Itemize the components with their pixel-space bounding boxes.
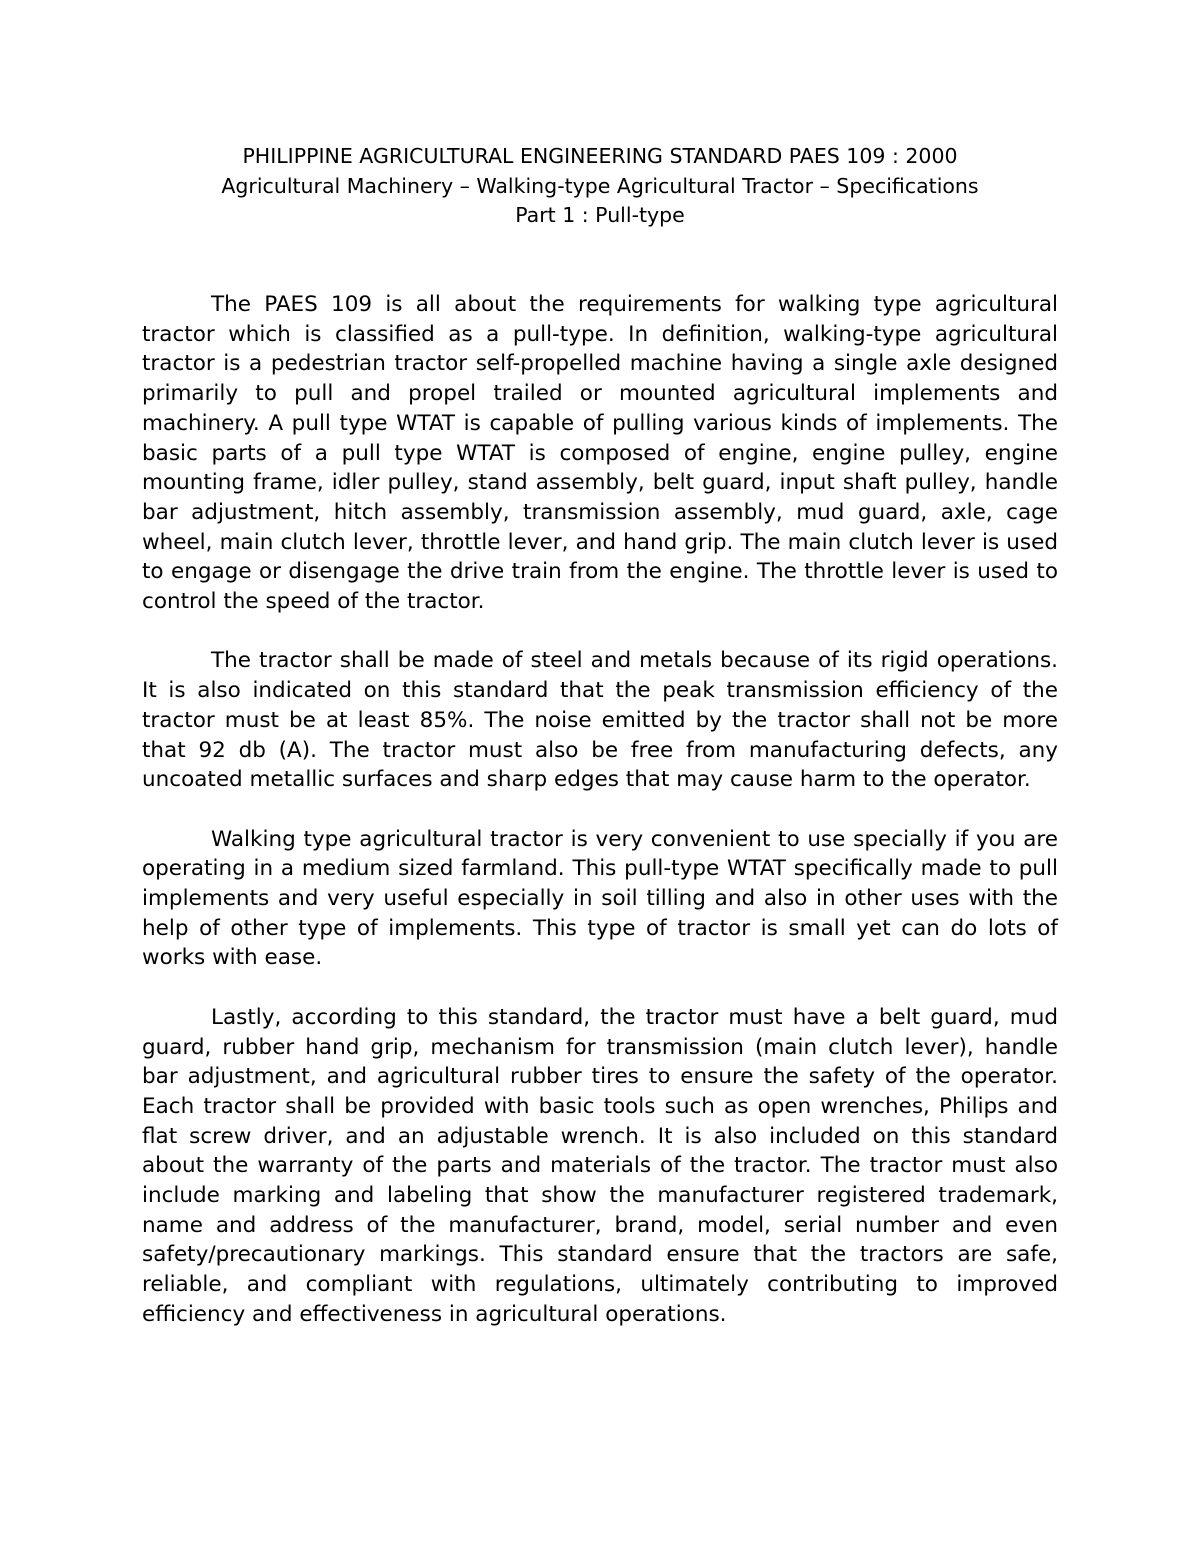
paragraph-definition: The PAES 109 is all about the requirements for walking type agricultural tractor which is classified as a pull-type. In definition, walking-type agricultural tractor is a pedestrian tractor self-propelled machine having a single axle designed primarily to pull and propel trailed or mounted agricultural implements and machinery. A pull type WTAT is capable of pulling various kinds of implements. The basic parts of a pull type WTAT is composed of engine, engine pulley, engine mounting frame, idler pulley, stand assembly, belt guard, input shaft pulley, handle bar adjustment, hitch assembly, transmission assembly, mud guard, axle, cage wheel, main clutch lever, throttle lever, and hand grip. The main clutch lever is used to engage or disengage the drive train from the engine. The throttle lever is used to control the speed of the tractor. bbox=[142, 292, 1058, 615]
title-line-standard: PHILIPPINE AGRICULTURAL ENGINEERING STANDARD PAES 109 : 2000 bbox=[242, 144, 958, 168]
paragraph-convenience: Walking type agricultural tractor is very convenient to use specially if you are operating in a medium sized farmland. This pull-type WTAT specifically made to pull implements and very useful especially in soil tilling and also in other uses with the help of other type of implements. This type of tractor is small yet can do lots of works with ease. bbox=[142, 826, 1058, 971]
document-body bbox=[142, 290, 1058, 1330]
document-title bbox=[142, 142, 1058, 231]
title-line-subject: Agricultural Machinery – Walking-type Agricultural Tractor – Specifications bbox=[221, 173, 979, 198]
paragraph-safety: Lastly, according to this standard, the tractor must have a belt guard, mud guard, rubber hand grip, mechanism for transmission (main clutch lever), handle bar adjustment, and agricultural rubber tires to ensure the safety of the operator. Each tractor shall be provided with basic tools such as open wrenches, Philips and flat screw driver, and an adjustable wrench. It is also included on this standard about the warranty of the parts and materials of the tractor. The tractor must also include marking and labeling that show the manufacturer registered trademark, name and address of the manufacturer, brand, model, serial number and even safety/precautionary markings. This standard ensure that the tractors are safe, reliable, and compliant with regulations, ultimately contributing to improved efficiency and effectiveness in agricultural operations. bbox=[142, 1004, 1058, 1327]
title-line-part: Part 1 : Pull-type bbox=[515, 203, 685, 228]
paragraph-materials: The tractor shall be made of steel and metals because of its rigid operations. It is also indicated on this standard that the peak transmission efficiency of the tractor must be at least 85%. The noise emitted by the tractor shall not be more that 92 db (A). The tractor must also be free from manufacturing defects, any uncoated metallic surfaces and sharp edges that may cause harm to the operator. bbox=[142, 648, 1058, 793]
